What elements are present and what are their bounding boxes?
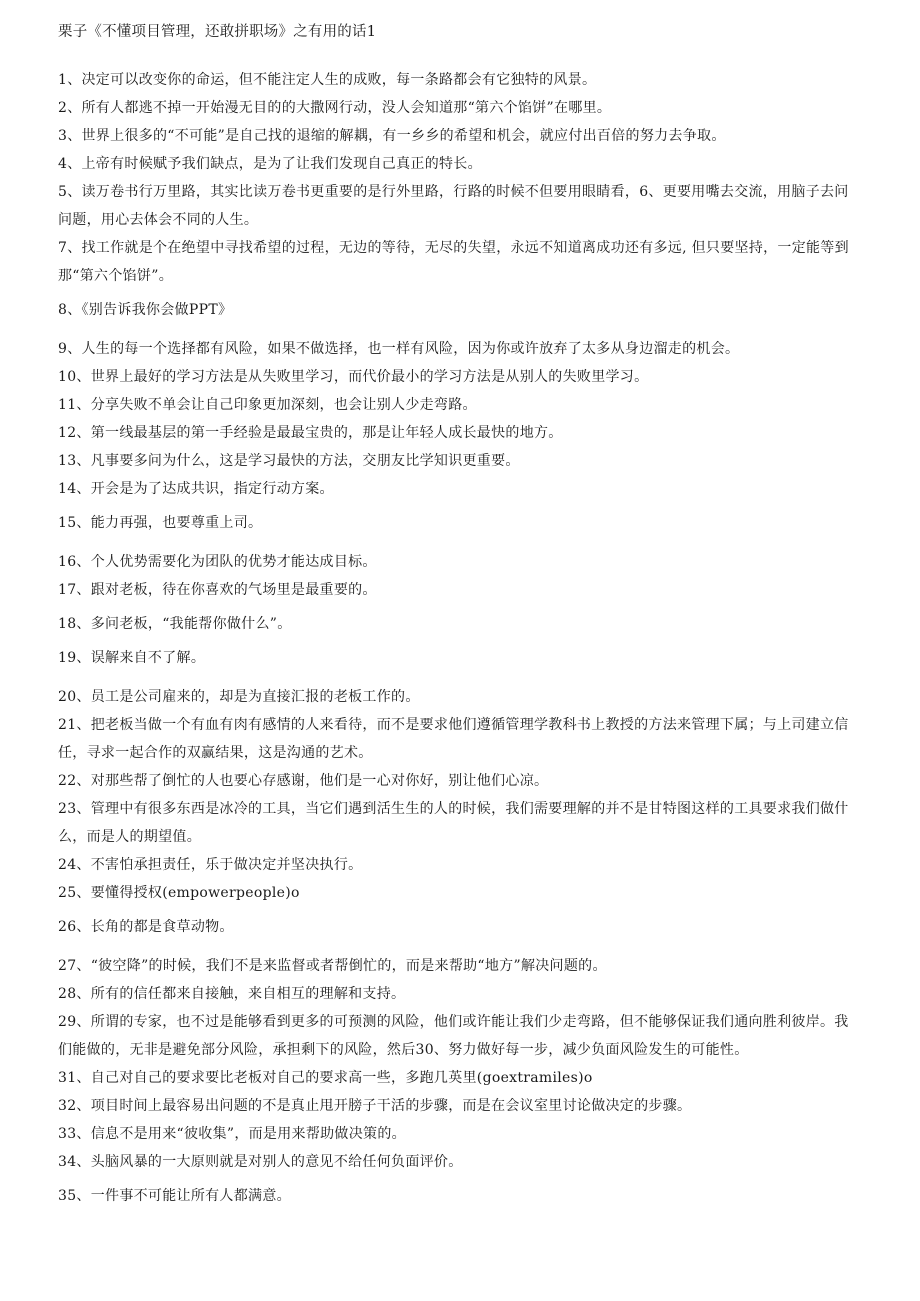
list-item: 1、决定可以改变你的命运，但不能注定人生的成败，每一条路都会有它独特的风景。 [58,72,597,88]
list-item: 23、管理中有很多东西是冰冷的工具，当它们遇到活生生的人的时候，我们需要理解的并不是甘特图这样的工具要求我们做什么，而是人的期望值。 [58,801,849,845]
list-item: 15、能力再强，也要尊重上司。 [58,515,263,531]
list-item: 22、对那些帮了倒忙的人也要心存感谢，他们是一心对你好，别让他们心凉。 [58,773,549,789]
list-item: 8、《别告诉我你会做PPT》 [58,302,233,318]
list-item: 3、世界上很多的“不可能”是自己找的退缩的解耦，有一乡乡的希望和机会，就应付出百倍的努力去争取。 [58,128,726,144]
document-title: 栗子《不懂项目管理，还敢拼职场》之有用的话1 [58,24,377,40]
list-item: 18、多问老板，“我能帮你做什么”。 [58,616,292,632]
list-item: 27、“彼空降”的时候，我们不是来监督或者帮倒忙的，而是来帮助“地方”解决问题的。 [58,958,607,974]
list-item: 29、所谓的专家，也不过是能够看到更多的可预测的风险，他们或许能让我们少走弯路，但不能够保证我们通向胜利彼岸。我们能做的，无非是避免部分风险，承担剩下的风险，然后30、努力做好每一步，减少负面风险发生的可能性。 [58,1014,849,1058]
list-item: 25、要懂得授权(empowerpeople)o [58,885,300,901]
list-item: 21、把老板当做一个有血有肉有感情的人来看待，而不是要求他们遵循管理学教科书上教授的方法来管理下属；与上司建立信任，寻求一起合作的双赢结果，这是沟通的艺术。 [58,717,849,761]
list-item: 20、员工是公司雇来的，却是为直接汇报的老板工作的。 [58,689,420,705]
list-item: 10、世界上最好的学习方法是从失败里学习，而代价最小的学习方法是从别人的失败里学习。 [58,369,649,385]
list-item: 12、第一线最基层的第一手经验是最最宝贵的，那是让年轻人成长最快的地方。 [58,425,563,441]
list-item: 19、误解来自不了解。 [58,650,206,666]
list-item: 9、人生的每一个选择都有风险，如果不做选择，也一样有风险，因为你或许放弃了太多从身边溜走的机会。 [58,341,740,357]
list-item: 13、凡事要多问为什么，这是学习最快的方法，交朋友比学知识更重要。 [58,453,520,469]
list-item: 32、项目时间上最容易出问题的不是真止甩开膀子干活的步骤，而是在会议室里讨论做决定的步骤。 [58,1098,692,1114]
list-item: 17、跟对老板，待在你喜欢的气场里是最重要的。 [58,582,377,598]
list-item: 7、找工作就是个在绝望中寻找希望的过程，无边的等待，无尽的失望，永远不知道离成功还有多远, 但只要坚持，一定能等到那“第六个馅饼”。 [58,240,849,284]
list-item: 4、上帝有时候赋予我们缺点，是为了让我们发现自己真正的特长。 [58,156,482,172]
list-item: 28、所有的信任都来自接触，来自相互的理解和支持。 [58,986,406,1002]
list-item: 34、头脑风暴的一大原则就是对别人的意见不给任何负面评价。 [58,1154,463,1170]
list-item: 5、读万卷书行万里路，其实比读万卷书更重要的是行外里路，行路的时候不但要用眼睛看，6、更要用嘴去交流，用脑子去问问题，用心去体会不同的人生。 [58,184,849,228]
list-item: 14、开会是为了达成共识，指定行动方案。 [58,481,334,497]
list-item: 2、所有人都逃不掉一开始漫无目的的大撒网行动，没人会知道那“第六个馅饼”在哪里。 [58,100,612,116]
list-item: 35、一件事不可能让所有人都满意。 [58,1188,291,1204]
list-item: 24、不害怕承担责任，乐于做决定并坚决执行。 [58,857,363,873]
list-item: 31、自己对自己的要求要比老板对自己的要求高一些，多跑几英里(goextramiles)o [58,1070,593,1086]
list-item: 26、长角的都是食草动物。 [58,919,234,935]
document-page [58,22,858,1210]
list-item: 33、信息不是用来“彼收集”，而是用来帮助做决策的。 [58,1126,406,1142]
list-item: 11、分享失败不单会让自己印象更加深刻，也会让别人少走弯路。 [58,397,477,413]
list-item: 16、个人优势需要化为团队的优势才能达成目标。 [58,554,377,570]
